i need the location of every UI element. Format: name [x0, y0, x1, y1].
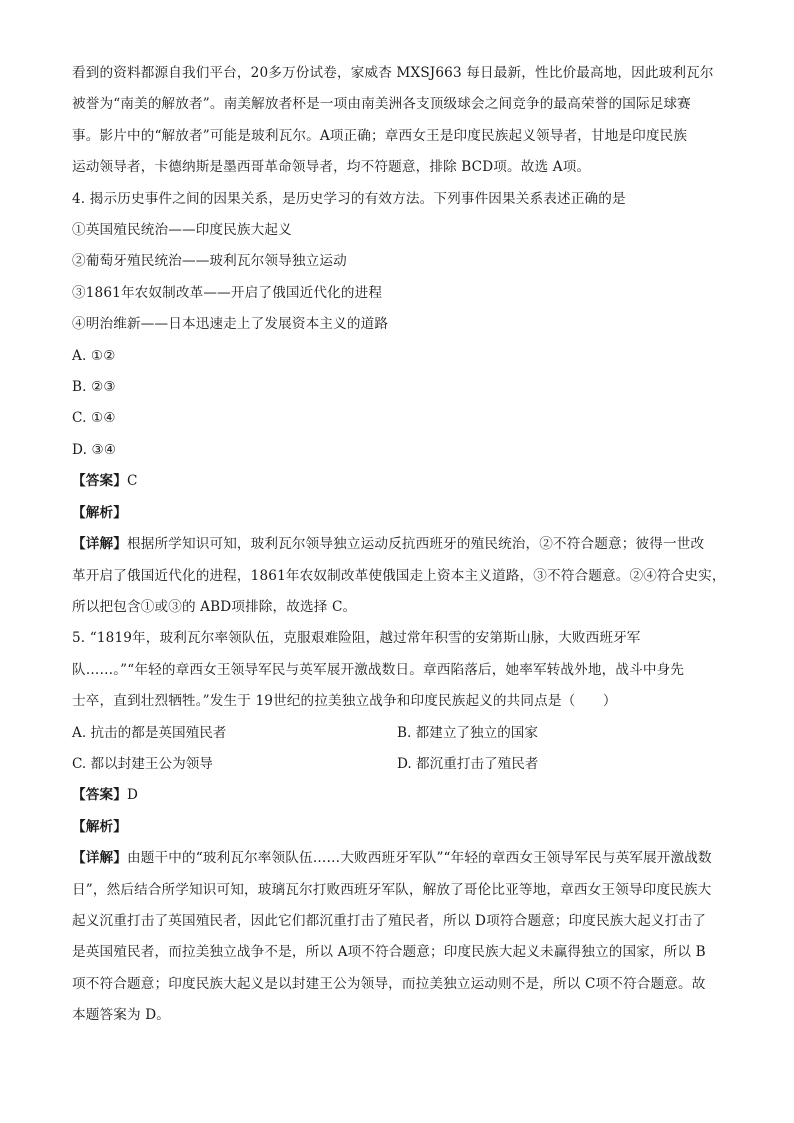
analysis-line: [72, 812, 724, 843]
option-c: C. 都以封建王公为领导: [72, 755, 213, 772]
analysis-label: 【解析】: [72, 818, 127, 835]
option-d: D. ③④: [72, 441, 117, 458]
option-b: B. ②③: [72, 379, 116, 396]
question-stem: 5. “1819年，玻利瓦尔率领队伍，克服艰难险阻，越过常年积雪的安第斯山脉，大败西班牙军: [72, 630, 641, 647]
detail-text: 本题答案为 D。: [72, 1007, 170, 1024]
question-stem: 士卒，直到壮烈牺牲。”发生于 19世纪的拉美独立战争和印度民族起义的共同点是（ ）: [72, 693, 617, 710]
question-4: [72, 184, 724, 624]
detail-label: 【详解】: [72, 536, 127, 553]
statement-item: ①英国殖民统治——印度民族大起义: [72, 222, 292, 239]
text-line: 运动领导者，卡德纳斯是墨西哥革命领导者，均不符题意，排除 BCD项。故选 A项。: [72, 159, 591, 176]
answer-label: 【答案】: [72, 787, 127, 804]
answer-line: [72, 780, 724, 811]
statement-item: ②葡萄牙殖民统治——玻利瓦尔领导独立运动: [72, 253, 347, 270]
statement-item: ③1861年农奴制改革——开启了俄国近代化的进程: [72, 284, 383, 301]
question-stem: 队……。”“年轻的章西女王领导军民与英军展开激战数日。章西陷落后，她率军转战外地，战斗中身先: [72, 661, 685, 678]
analysis-line: [72, 498, 724, 529]
option-a: A. ①②: [72, 347, 116, 364]
detail-text: 革开启了俄国近代化的进程，1861年农奴制改革使俄国走上资本主义道路，③不符合题意。②④符合史实，: [72, 567, 726, 584]
option-d: D. 都沉重打击了殖民者: [397, 755, 539, 772]
analysis-label: 【解析】: [72, 504, 127, 521]
text-line: 事。影片中的“解放者”可能是玻利瓦尔。A项正确；章西女王是印度民族起义领导者，甘地是印度民族: [72, 127, 688, 144]
answer-value: C: [126, 473, 138, 490]
option-b: B. 都建立了独立的国家: [397, 724, 538, 741]
statement-item: ④明治维新——日本迅速走上了发展资本主义的道路: [72, 316, 389, 333]
detail-text: 由题干中的“玻利瓦尔率领队伍……大败西班牙军队”“年轻的章西女王领导军民与英军展开激战数: [126, 850, 712, 867]
detail-text: 项不符合题意；印度民族大起义是以封建王公为领导，而拉美独立运动则不是，所以 C项不符合题意。故: [72, 975, 706, 992]
option-c: C. ①④: [72, 410, 116, 427]
detail-text: 日”，然后结合所学知识可知，玻璃瓦尔打败西班牙军队，解放了哥伦比亚等地，章西女王领导印度民族大: [72, 881, 712, 898]
question-stem: 4. 揭示历史事件之间的因果关系，是历史学习的有效方法。下列事件因果关系表述正确的是: [72, 190, 626, 207]
question-5: [72, 623, 724, 1031]
answer-line: [72, 466, 724, 497]
detail-label: 【详解】: [72, 850, 127, 867]
option-a: A. 抗击的都是英国殖民者: [72, 724, 227, 741]
options-row: [72, 749, 724, 780]
intro-explanation: [72, 58, 724, 184]
detail-text: 所以把包含①或③的 ABD项排除，故选择 C。: [72, 598, 357, 615]
answer-value: D: [126, 787, 139, 804]
options-row: [72, 718, 724, 749]
detail-line: [72, 529, 724, 560]
text-line: 看到的资料都源自我们平台，20多万份试卷，家威杏 MXSJ663 每日最新，性比价最高地，因此玻利瓦尔: [72, 65, 714, 81]
answer-label: 【答案】: [72, 473, 127, 490]
detail-text: 根据所学知识可知，玻利瓦尔领导独立运动反抗西班牙的殖民统治，②不符合题意；彼得一世改: [126, 536, 705, 553]
detail-line: [72, 843, 724, 874]
detail-text: 起义沉重打击了英国殖民者，因此它们都沉重打击了殖民者，所以 D项符合题意；印度民族大起义打击了: [72, 912, 706, 929]
detail-text: 是英国殖民者，而拉美独立战争不是，所以 A项不符合题意；印度民族大起义未赢得独立的国家，所以 B: [72, 944, 706, 961]
text-line: 被誉为“南美的解放者”。南美解放者杯是一项由南美洲各支顶级球会之间竞争的最高荣誉的国际足球赛: [72, 96, 691, 113]
